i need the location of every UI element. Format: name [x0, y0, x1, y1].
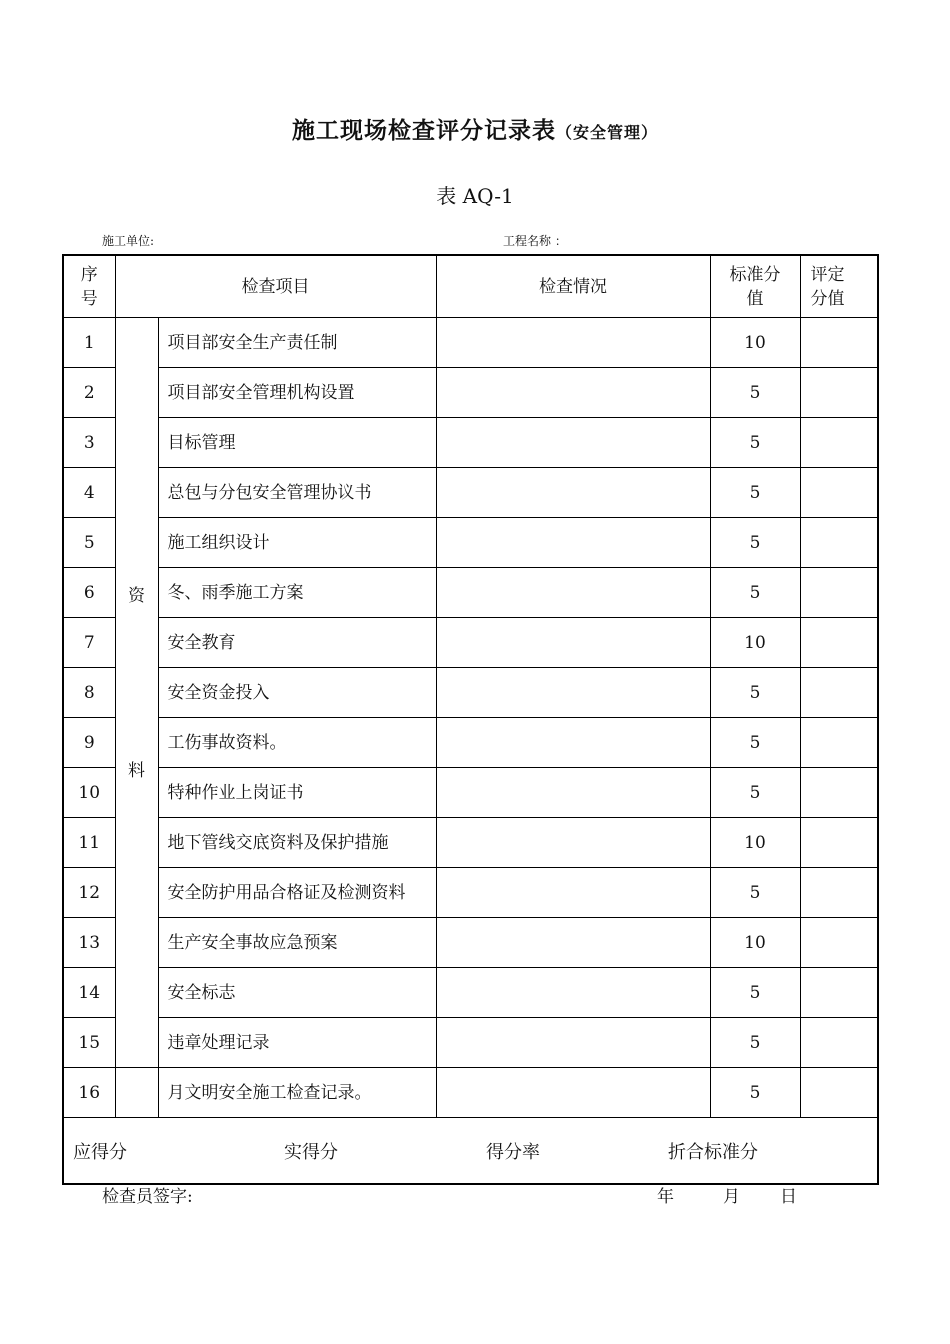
row-rated-cell[interactable] — [800, 968, 878, 1018]
row-standard: 10 — [710, 918, 800, 968]
should-score-label: 应得分 — [73, 1141, 127, 1163]
row-rated-cell[interactable] — [800, 718, 878, 768]
row-standard: 5 — [710, 718, 800, 768]
table-row — [63, 568, 878, 618]
row-rated-cell[interactable] — [800, 868, 878, 918]
row-rated-cell[interactable] — [800, 1018, 878, 1068]
table-header-row — [63, 255, 878, 318]
row-situation-cell[interactable] — [436, 568, 710, 618]
row-rated-cell[interactable] — [800, 818, 878, 868]
year-label: 年 — [657, 1187, 674, 1207]
project-name-label: 工程名称 ： — [503, 234, 567, 248]
header-seq-line2: 号 — [80, 288, 98, 309]
row-item: 工伤事故资料。 — [158, 718, 436, 768]
row-situation-cell[interactable] — [436, 918, 710, 968]
row-item: 施工组织设计 — [158, 518, 436, 568]
table-row — [63, 718, 878, 768]
row-situation-cell[interactable] — [436, 368, 710, 418]
header-rated-line1: 评定 — [810, 264, 845, 285]
table-row — [63, 618, 878, 668]
title-main: 施工现场检查评分记录表 — [291, 117, 556, 144]
row-number: 5 — [63, 518, 115, 568]
row-number: 2 — [63, 368, 115, 418]
header-standard — [710, 255, 800, 318]
row-number: 16 — [63, 1068, 115, 1118]
row-standard: 10 — [710, 318, 800, 368]
row-item: 地下管线交底资料及保护措施 — [158, 818, 436, 868]
row-rated-cell[interactable] — [800, 768, 878, 818]
row-situation-cell[interactable] — [436, 468, 710, 518]
row-situation-cell[interactable] — [436, 718, 710, 768]
row-standard: 10 — [710, 818, 800, 868]
category-char-1: 资 — [128, 586, 145, 606]
row-rated-cell[interactable] — [800, 568, 878, 618]
row-situation-cell[interactable] — [436, 1068, 710, 1118]
row-standard: 5 — [710, 368, 800, 418]
row-standard: 5 — [710, 668, 800, 718]
row-situation-cell[interactable] — [436, 868, 710, 918]
row-number: 13 — [63, 918, 115, 968]
row-standard: 5 — [710, 518, 800, 568]
table-row — [63, 768, 878, 818]
row-standard: 5 — [710, 768, 800, 818]
table-row — [63, 518, 878, 568]
table-row — [63, 318, 878, 368]
row-item: 月文明安全施工检查记录。 — [158, 1068, 436, 1118]
header-seq-line1: 序 — [80, 264, 98, 285]
row-rated-cell[interactable] — [800, 468, 878, 518]
day-label: 日 — [780, 1187, 797, 1207]
row-number: 15 — [63, 1018, 115, 1068]
row-item: 违章处理记录 — [158, 1018, 436, 1068]
row-rated-cell[interactable] — [800, 668, 878, 718]
row-rated-cell[interactable] — [800, 318, 878, 368]
row-standard: 5 — [710, 868, 800, 918]
row-situation-cell[interactable] — [436, 618, 710, 668]
form-code: 表 AQ-1 — [436, 184, 514, 208]
summary-cell — [63, 1118, 878, 1185]
row-situation-cell[interactable] — [436, 668, 710, 718]
header-item: 检查项目 — [115, 255, 436, 318]
category-cell — [115, 318, 158, 1068]
row-item: 目标管理 — [158, 418, 436, 468]
row-rated-cell[interactable] — [800, 418, 878, 468]
table-row — [63, 818, 878, 868]
header-standard-line1: 标准分 — [729, 264, 781, 285]
row-rated-cell[interactable] — [800, 618, 878, 668]
row-item: 项目部安全管理机构设置 — [158, 368, 436, 418]
row-number: 14 — [63, 968, 115, 1018]
table-row — [63, 368, 878, 418]
row-number: 11 — [63, 818, 115, 868]
row-situation-cell[interactable] — [436, 768, 710, 818]
header-rated — [800, 255, 878, 318]
row-situation-cell[interactable] — [436, 818, 710, 868]
table-row — [63, 918, 878, 968]
row-number: 12 — [63, 868, 115, 918]
title-sub: （安全管理） — [555, 123, 658, 142]
row-item: 安全标志 — [158, 968, 436, 1018]
row-item: 生产安全事故应急预案 — [158, 918, 436, 968]
table-row — [63, 968, 878, 1018]
row-standard: 5 — [710, 468, 800, 518]
converted-score-label: 折合标准分 — [668, 1141, 758, 1163]
row-situation-cell[interactable] — [436, 318, 710, 368]
row-item: 安全资金投入 — [158, 668, 436, 718]
inspector-signature-label: 检查员签字: — [102, 1187, 193, 1207]
row-item: 总包与分包安全管理协议书 — [158, 468, 436, 518]
row-standard: 5 — [710, 568, 800, 618]
header-standard-line2: 值 — [746, 288, 764, 309]
row-number: 8 — [63, 668, 115, 718]
category-empty-cell — [115, 1068, 158, 1118]
row-standard: 10 — [710, 618, 800, 668]
row-rated-cell[interactable] — [800, 518, 878, 568]
row-number: 4 — [63, 468, 115, 518]
table-row — [63, 868, 878, 918]
row-item: 安全教育 — [158, 618, 436, 668]
row-item: 冬、雨季施工方案 — [158, 568, 436, 618]
row-standard: 5 — [710, 968, 800, 1018]
row-rated-cell[interactable] — [800, 368, 878, 418]
inspection-table — [62, 254, 879, 1185]
row-number: 6 — [63, 568, 115, 618]
row-number: 10 — [63, 768, 115, 818]
category-char-2: 料 — [128, 761, 145, 781]
summary-row — [63, 1118, 878, 1185]
table-row — [63, 1018, 878, 1068]
construction-unit-label: 施工单位: — [102, 234, 155, 248]
row-rated-cell[interactable] — [800, 918, 878, 968]
table-row — [63, 668, 878, 718]
month-label: 月 — [723, 1187, 740, 1207]
row-number: 3 — [63, 418, 115, 468]
row-number: 7 — [63, 618, 115, 668]
row-situation-cell[interactable] — [436, 518, 710, 568]
row-standard: 5 — [710, 418, 800, 468]
page-title — [0, 112, 950, 145]
table-row — [63, 418, 878, 468]
header-seq — [63, 255, 115, 318]
row-number: 9 — [63, 718, 115, 768]
actual-score-label: 实得分 — [284, 1141, 338, 1163]
header-rated-line2: 分值 — [810, 288, 845, 309]
table-row — [63, 1068, 878, 1118]
row-situation-cell[interactable] — [436, 418, 710, 468]
row-situation-cell[interactable] — [436, 1018, 710, 1068]
date-field — [657, 1182, 797, 1207]
row-item: 项目部安全生产责任制 — [158, 318, 436, 368]
row-standard: 5 — [710, 1068, 800, 1118]
row-standard: 5 — [710, 1018, 800, 1068]
row-item: 安全防护用品合格证及检测资料 — [158, 868, 436, 918]
row-situation-cell[interactable] — [436, 968, 710, 1018]
row-number: 1 — [63, 318, 115, 368]
table-row — [63, 468, 878, 518]
header-situation: 检查情况 — [436, 255, 710, 318]
row-rated-cell[interactable] — [800, 1068, 878, 1118]
score-rate-label: 得分率 — [486, 1141, 540, 1163]
row-item: 特种作业上岗证书 — [158, 768, 436, 818]
